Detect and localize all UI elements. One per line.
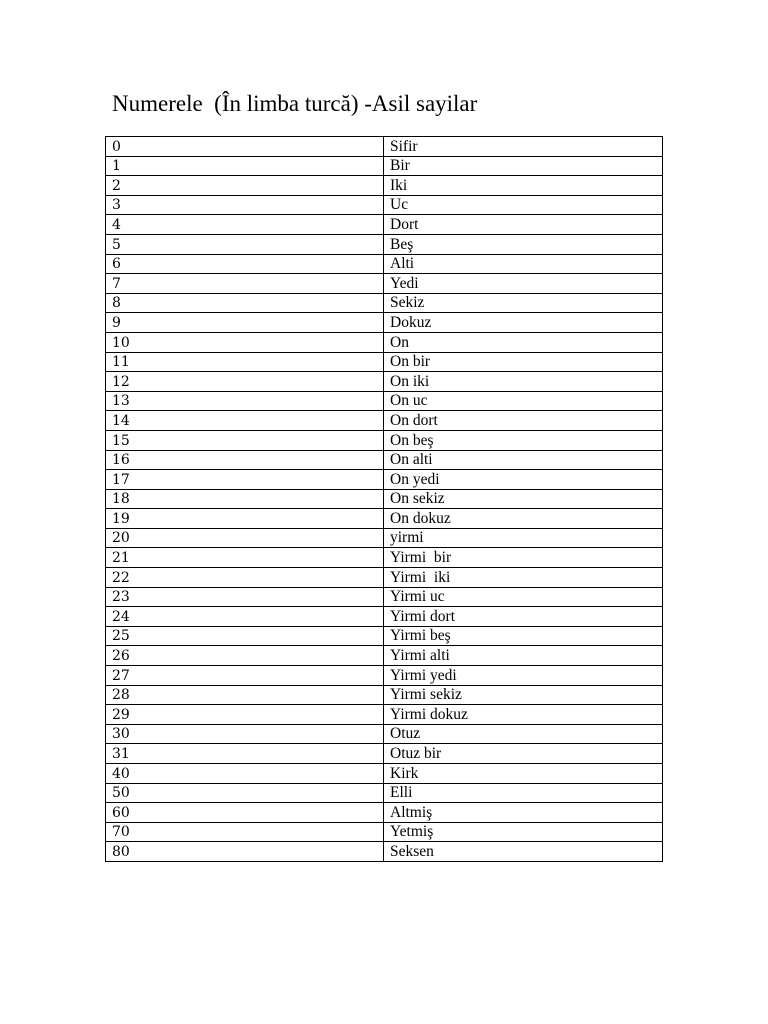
number-cell: 10	[106, 332, 384, 352]
table-row	[106, 215, 663, 235]
word-cell: Sekiz	[384, 293, 663, 313]
word-cell: Iki	[384, 176, 663, 196]
word-cell: On alti	[384, 450, 663, 470]
word-cell: Elli	[384, 783, 663, 803]
word-cell: Yirmi bir	[384, 548, 663, 568]
table-row	[106, 470, 663, 490]
table-row	[106, 646, 663, 666]
table-row	[106, 372, 663, 392]
table-row	[106, 137, 663, 157]
table-row	[106, 254, 663, 274]
word-cell: On uc	[384, 391, 663, 411]
word-cell: On dokuz	[384, 509, 663, 529]
number-cell: 70	[106, 822, 384, 842]
number-cell: 16	[106, 450, 384, 470]
word-cell: Yirmi dokuz	[384, 705, 663, 725]
table-row	[106, 626, 663, 646]
table-row	[106, 528, 663, 548]
page-title: Numerele (În limba turcă) -Asil sayilar	[112, 91, 478, 116]
table-row	[106, 391, 663, 411]
number-cell: 26	[106, 646, 384, 666]
word-cell: Yedi	[384, 274, 663, 294]
number-cell: 29	[106, 705, 384, 725]
table-row	[106, 293, 663, 313]
table-row	[106, 274, 663, 294]
table-row	[106, 234, 663, 254]
number-cell: 25	[106, 626, 384, 646]
word-cell: Yetmiş	[384, 822, 663, 842]
word-cell: Kirk	[384, 764, 663, 784]
number-cell: 14	[106, 411, 384, 431]
word-cell: Yirmi alti	[384, 646, 663, 666]
table-row	[106, 332, 663, 352]
number-cell: 31	[106, 744, 384, 764]
number-cell: 12	[106, 372, 384, 392]
table-row	[106, 548, 663, 568]
number-cell: 11	[106, 352, 384, 372]
number-cell: 1	[106, 156, 384, 176]
number-cell: 28	[106, 685, 384, 705]
number-cell: 18	[106, 489, 384, 509]
table-row	[106, 744, 663, 764]
number-cell: 60	[106, 803, 384, 823]
table-row	[106, 666, 663, 686]
number-cell: 27	[106, 666, 384, 686]
number-cell: 17	[106, 470, 384, 490]
table-row	[106, 803, 663, 823]
number-cell: 9	[106, 313, 384, 333]
table-row	[106, 587, 663, 607]
number-cell: 21	[106, 548, 384, 568]
number-cell: 50	[106, 783, 384, 803]
word-cell: Bir	[384, 156, 663, 176]
table-row	[106, 489, 663, 509]
numbers-table	[105, 136, 663, 862]
number-cell: 6	[106, 254, 384, 274]
number-cell: 4	[106, 215, 384, 235]
table-row	[106, 822, 663, 842]
word-cell: Uc	[384, 195, 663, 215]
number-cell: 8	[106, 293, 384, 313]
word-cell: On sekiz	[384, 489, 663, 509]
table-row	[106, 607, 663, 627]
number-cell: 2	[106, 176, 384, 196]
table-row	[106, 568, 663, 588]
word-cell: yirmi	[384, 528, 663, 548]
word-cell: Yirmi iki	[384, 568, 663, 588]
word-cell: Alti	[384, 254, 663, 274]
number-cell: 5	[106, 234, 384, 254]
table-row	[106, 430, 663, 450]
word-cell: Dokuz	[384, 313, 663, 333]
number-cell: 13	[106, 391, 384, 411]
table-row	[106, 195, 663, 215]
table-row	[106, 313, 663, 333]
word-cell: Dort	[384, 215, 663, 235]
table-row	[106, 783, 663, 803]
table-row	[106, 705, 663, 725]
word-cell: Otuz	[384, 724, 663, 744]
table-row	[106, 176, 663, 196]
table-row	[106, 685, 663, 705]
word-cell: On dort	[384, 411, 663, 431]
word-cell: On	[384, 332, 663, 352]
word-cell: Altmiş	[384, 803, 663, 823]
word-cell: Beş	[384, 234, 663, 254]
word-cell: Yirmi beş	[384, 626, 663, 646]
number-cell: 30	[106, 724, 384, 744]
word-cell: Yirmi yedi	[384, 666, 663, 686]
word-cell: Otuz bir	[384, 744, 663, 764]
number-cell: 80	[106, 842, 384, 862]
number-cell: 23	[106, 587, 384, 607]
word-cell: Yirmi sekiz	[384, 685, 663, 705]
table-row	[106, 509, 663, 529]
word-cell: Sifir	[384, 137, 663, 157]
word-cell: Yirmi dort	[384, 607, 663, 627]
number-cell: 0	[106, 137, 384, 157]
table-row	[106, 352, 663, 372]
table-row	[106, 764, 663, 784]
word-cell: On iki	[384, 372, 663, 392]
word-cell: Seksen	[384, 842, 663, 862]
table-row	[106, 411, 663, 431]
number-cell: 19	[106, 509, 384, 529]
numbers-table-body	[106, 137, 663, 862]
number-cell: 40	[106, 764, 384, 784]
number-cell: 7	[106, 274, 384, 294]
number-cell: 20	[106, 528, 384, 548]
table-row	[106, 842, 663, 862]
table-row	[106, 724, 663, 744]
number-cell: 22	[106, 568, 384, 588]
number-cell: 3	[106, 195, 384, 215]
number-cell: 15	[106, 430, 384, 450]
number-cell: 24	[106, 607, 384, 627]
word-cell: On beş	[384, 430, 663, 450]
word-cell: On bir	[384, 352, 663, 372]
word-cell: On yedi	[384, 470, 663, 490]
word-cell: Yirmi uc	[384, 587, 663, 607]
table-row	[106, 450, 663, 470]
table-row	[106, 156, 663, 176]
